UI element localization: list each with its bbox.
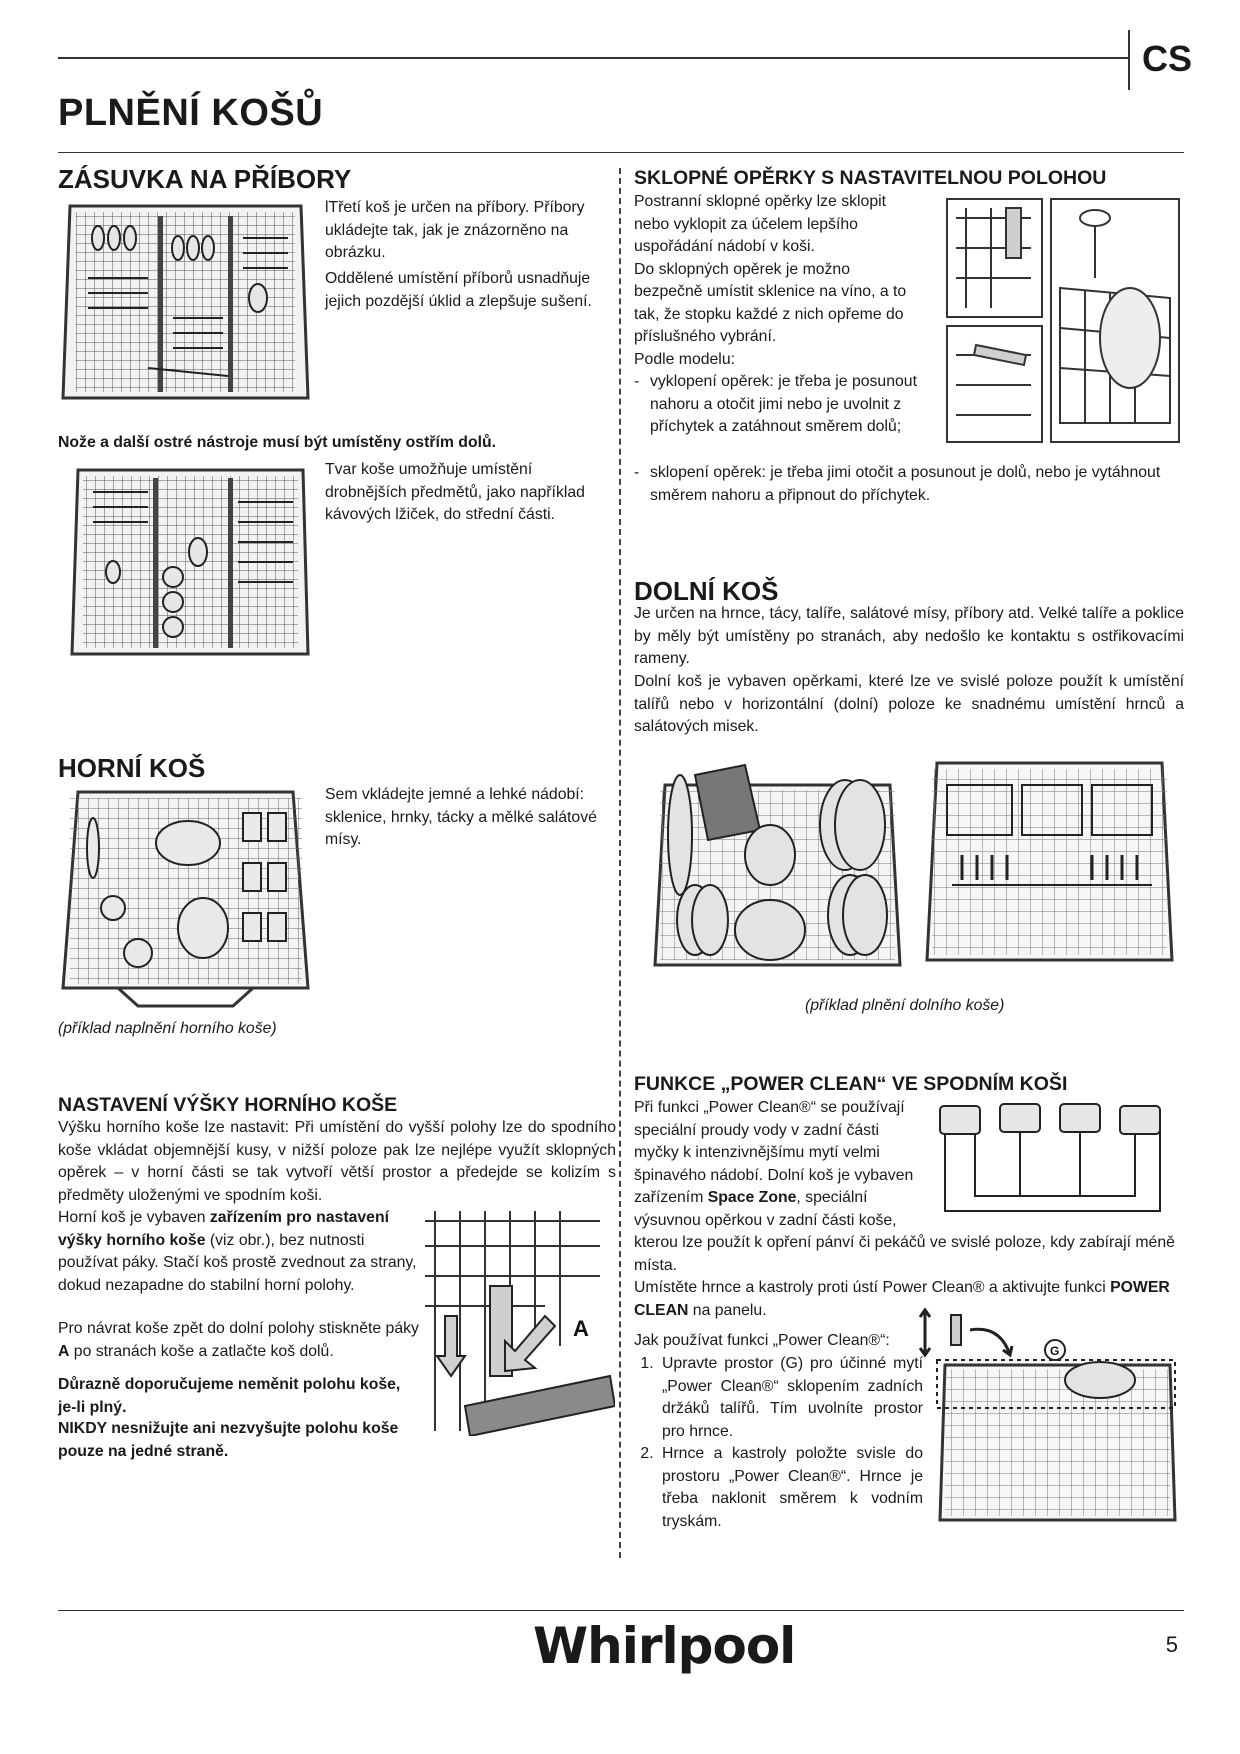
height-adjust-warning-2: NIKDY nesnižujte ani nezvyšujte polohu koše pouze na jedné straně. (58, 1420, 399, 1460)
lang-divider (1128, 30, 1130, 90)
foldable-supports-list-2 (634, 462, 1174, 507)
page-title: PLNĚNÍ KOŠŮ (58, 92, 324, 134)
lower-basket-text-1: Je určen na hrnce, tácy, talíře, salátové mísy, příbory atd. Velké talíře a poklice by měly být umístěny po stranách, aby nedošlo ke kontaktu s ostřikovacími rameny. (634, 605, 1184, 667)
power-clean-steps (634, 1353, 923, 1533)
cutlery-drawer-text-2: Oddělené umístění příborů usnadňuje jejich pozdější úklid a zlepšuje sušení. (325, 270, 592, 310)
foldable-supports-text (634, 191, 919, 439)
foldable-supports-heading: SKLOPNÉ OPĚRKY S NASTAVITELNOU POLOHOU (634, 167, 1107, 189)
upper-basket-heading: HORNÍ KOŠ (58, 753, 206, 783)
power-clean-nozzles-illustration (935, 1096, 1167, 1226)
foldable-supports-text-3: Podle modelu: (634, 350, 735, 368)
knives-warning: Nože a další ostré nástroje musí být umístěny ostřím dolů. (58, 434, 497, 451)
lower-basket-loaded-illustration (650, 755, 905, 970)
cutlery-drawer-text-1: lTřetí koš je určen na příbory. Příbory ukládejte tak, jak je znázorněno na obrázku. (325, 199, 585, 261)
page-number: 5 (1165, 1632, 1178, 1657)
lower-basket-caption: (příklad plnění dolního koše) (805, 997, 1005, 1014)
foldable-supports-item-2: - sklopení opěrek: je třeba jimi otočit a posunout je dolů, nebo je vytáhnout směrem nahoru a připnout do příchytek. (634, 462, 1174, 507)
lower-basket-text-2: Dolní koš je vybaven opěrkami, které lze ve svislé poloze použít k umístění talířů nebo v horizontální (dolní) poloze ke snadnému umístění hrnců a salátových misek. (634, 673, 1184, 735)
cutlery-drawer-illustration-1 (58, 198, 313, 408)
foldable-support-illustration-1 (946, 198, 1043, 318)
footer-rule (58, 1610, 1184, 1611)
height-adjust-heading: NASTAVENÍ VÝŠKY HORNÍHO KOŠE (58, 1094, 398, 1116)
height-adjust-warning-1: Důrazně doporučujeme neměnit polohu koše, je-li plný. (58, 1376, 401, 1416)
foldable-supports-item-1: - vyklopení opěrek: je třeba je posunout nahoru a otočit jimi nebo je uvolnit z příchytek a zatáhnout směrem dolů; (634, 371, 919, 439)
upper-basket-caption: (příklad naplnění horního koše) (58, 1020, 277, 1037)
power-clean-basket-illustration (915, 1305, 1180, 1527)
column-divider (619, 168, 621, 1558)
height-adjust-text-1: Výšku horního koše lze nastavit: Při umístění do vyšší polohy lze do spodního koše vkládat objemnější kusy, v nižší poloze pak lze nejlépe využít sklopných opěrek – v horní části se tak vytvoří větší prostor a předejde se kolizím s předměty uloženými ve spodním koši. (58, 1119, 616, 1204)
lower-basket-empty-illustration (922, 755, 1177, 970)
lever-label: A (573, 1316, 589, 1341)
height-adjust-text-2: Horní koš je vybaven zařízením pro nastavení výšky horního koše (viz obr.), bez nutnosti používat páky. Stačí koš prostě zvednout za strany, dokud nezapadne do stabilní horní polohy. (58, 1209, 417, 1294)
lower-basket-heading: DOLNÍ KOŠ (634, 576, 779, 606)
cutlery-drawer-text-3: Tvar koše umožňuje umístění drobnějších předmětů, jako například kávových lžiček, do střední části. (325, 461, 585, 523)
height-adjust-text-3: Pro návrat koše zpět do dolní polohy stiskněte páky A po stranách koše a zatlačte koš dolů. (58, 1320, 419, 1360)
upper-basket-text: Sem vkládejte jemné a lehké nádobí: sklenice, hrnky, tácky a mělké salátové mísy. (325, 786, 597, 848)
upper-basket-illustration (58, 788, 313, 1010)
language-code: CS (1141, 38, 1192, 79)
top-rule (58, 57, 1128, 59)
title-rule (58, 152, 1184, 153)
power-clean-howto: Jak používat funkci „Power Clean®“: (634, 1332, 890, 1349)
foldable-supports-text-1: Postranní sklopné opěrky lze sklopit nebo vyklopit za účelem lepšího uspořádání nádobí v koši. (634, 193, 887, 255)
power-clean-text-1-tail: kterou lze použít k opření pánví či pekáčů ve svislé poloze, kdy zabírají méně místa. (634, 1234, 1175, 1274)
power-clean-text-2: Umístěte hrnce a kastroly proti ústí Power Clean® a aktivujte funkci POWER CLEAN na panelu. (634, 1279, 1170, 1319)
cutlery-drawer-heading: ZÁSUVKA NA PŘÍBORY (58, 164, 352, 194)
power-clean-step-1: 1. Upravte prostor (G) pro účinné mytí „Power Clean®“ sklopením zadních držáků talířů. Tím uvolníte prostor pro hrnce. (658, 1353, 923, 1443)
foldable-supports-text-2: Do sklopných opěrek je možno bezpečně umístit sklenice na víno, a to tak, že stopku každé z nich opřeme do příslušného vybrání. (634, 260, 907, 345)
power-clean-text-1: Při funkci „Power Clean®“ se používají speciální proudy vody v zadní části myčky k intenzivnějšímu mytí velmi špinavého nádobí. Dolní koš je vybaven zařízením Space Zone, speciální výsuvnou opěrkou v zadní části koše, (634, 1099, 914, 1229)
power-clean-step-2: 2. Hrnce a kastroly položte svisle do prostoru „Power Clean®“. Hrnce je třeba naklonit směrem k vodním tryskám. (658, 1443, 923, 1533)
space-label: G (1050, 1344, 1060, 1358)
power-clean-heading: FUNKCE „POWER CLEAN“ VE SPODNÍM KOŠI (634, 1073, 1068, 1095)
brand-logo: Whirlpool (533, 1617, 796, 1675)
height-adjust-illustration (425, 1206, 615, 1436)
cutlery-drawer-illustration-2 (68, 462, 313, 662)
foldable-support-illustration-3 (1050, 198, 1180, 443)
foldable-support-illustration-2 (946, 325, 1043, 443)
